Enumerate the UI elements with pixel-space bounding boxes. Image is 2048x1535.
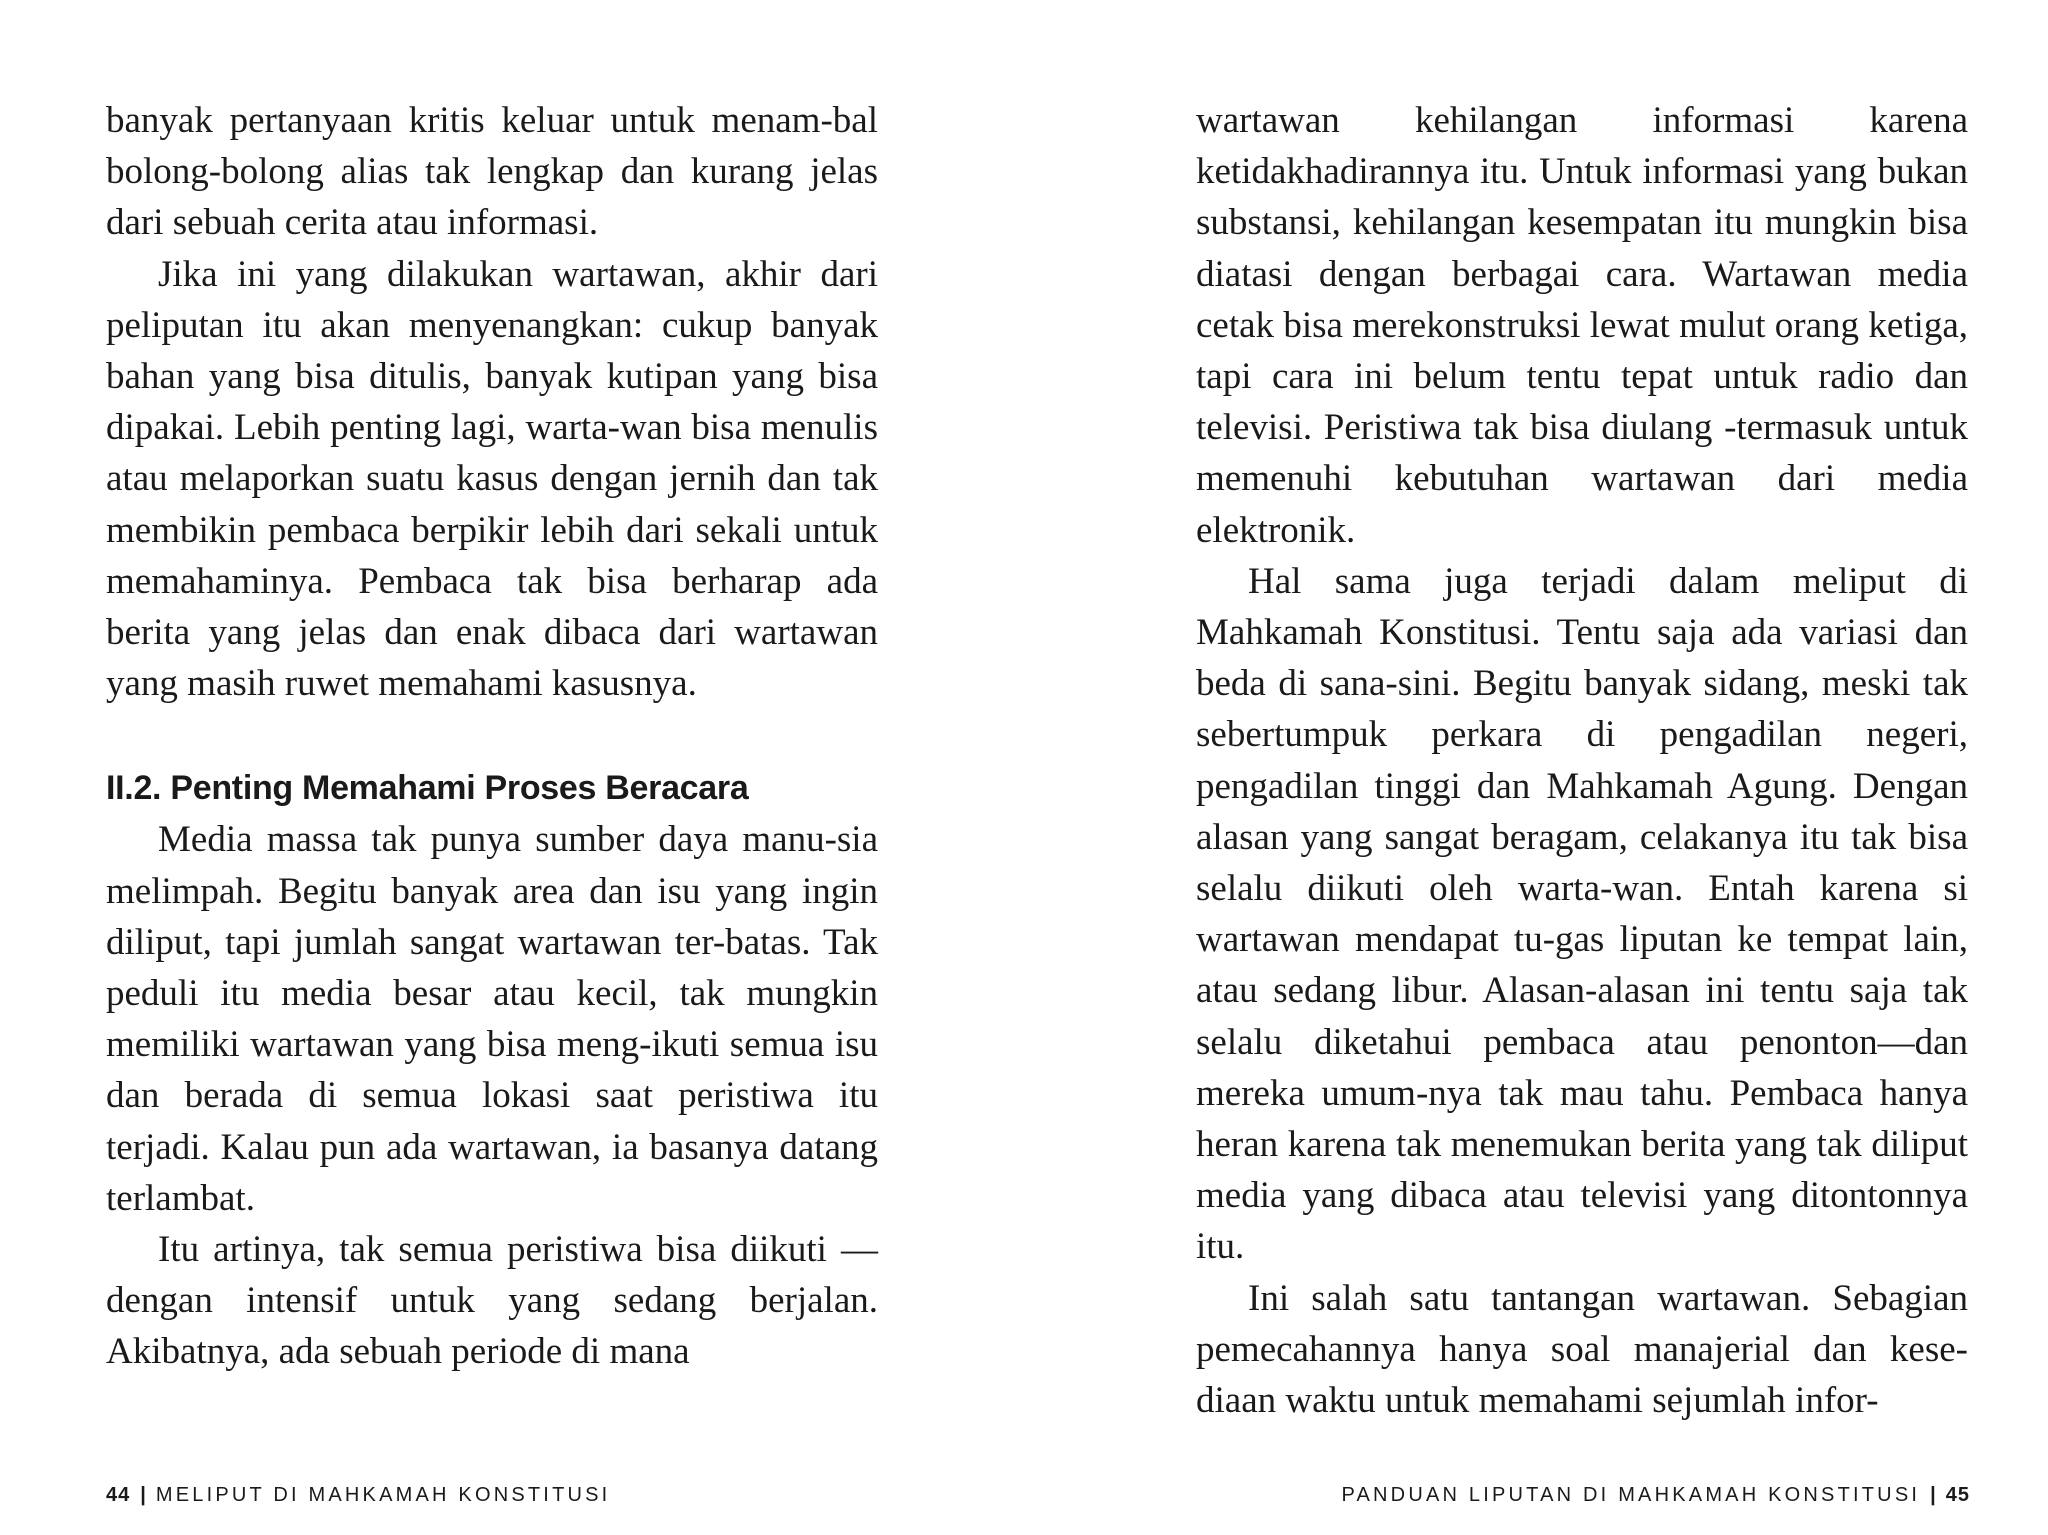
paragraph: Hal sama juga terjadi dalam meliput di Mahkamah Konstitusi. Tentu saja ada variasi dan beda di sana-sini. Begitu banyak sidang, meski tak sebertumpuk perkara di pengadilan negeri, pengadilan tinggi dan Mahkamah Agung. Dengan alasan yang sangat beragam, celakanya itu tak bisa selalu diikuti oleh warta-wan. Entah karena si wartawan mendapat tu-gas liputan ke tempat lain, atau sedang libur. Alasan-alasan ini tentu saja tak selalu diketahui pembaca atau penonton—dan mereka umum-nya tak mau tahu. Pembaca hanya heran karena tak menemukan berita yang tak diliput media yang dibaca atau televisi yang ditontonnya itu. xyxy=(1196,560,1968,1268)
running-title: MELIPUT DI MAHKAMAH KONSTITUSI xyxy=(155,1484,611,1506)
paragraph: Itu artinya, tak semua peristiwa bisa diikuti —dengan intensif untuk yang sedang berjalan. Akibatnya, ada sebuah periode di mana xyxy=(106,1229,878,1373)
paragraph: Jika ini yang dilakukan wartawan, akhir dari peliputan itu akan menyenangkan: cukup banyak bahan yang bisa ditulis, banyak kutipan yang bisa dipakai. Lebih penting lagi, warta-wan bisa menulis atau melaporkan suatu kasus dengan jernih dan tak membikin pembaca berpikir lebih dari sekali untuk memahaminya. Pembaca tak bisa berharap ada berita yang jelas dan enak dibaca dari wartawan yang masih ruwet memahami kasusnya. xyxy=(106,253,878,705)
section-heading: II.2. Penting Memahami Proses Beracara xyxy=(106,769,749,808)
left-footer xyxy=(106,1484,610,1507)
running-title: PANDUAN LIPUTAN DI MAHKAMAH KONSTITUSI xyxy=(1341,1484,1921,1506)
paragraph: banyak pertanyaan kritis keluar untuk menam-bal bolong-bolong alias tak lengkap dan kurang jelas dari sebuah cerita atau informasi. xyxy=(106,100,878,244)
right-footer xyxy=(1341,1484,1970,1507)
right-page xyxy=(1196,95,1968,1426)
paragraph: Ini salah satu tantangan wartawan. Sebagian pemecahannya hanya soal manajerial dan kese-diaan waktu untuk memahami sejumlah infor- xyxy=(1196,1277,1968,1422)
footer-separator: | xyxy=(140,1484,146,1506)
footer-separator: | xyxy=(1930,1484,1936,1506)
page-number: 44 xyxy=(106,1484,131,1506)
paragraph: wartawan kehilangan informasi karena ketidakhadirannya itu. Untuk informasi yang bukan substansi, kehilangan kesempatan itu mungkin bisa diatasi dengan berbagai cara. Wartawan media cetak bisa merekonstruksi lewat mulut orang ketiga, tapi cara ini belum tentu tepat untuk radio dan televisi. Peristiwa tak bisa diulang -termasuk untuk memenuhi kebutuhan wartawan dari media elektronik. xyxy=(1196,100,1968,551)
paragraph: Media massa tak punya sumber daya manu-sia melimpah. Begitu banyak area dan isu yang ingin diliput, tapi jumlah sangat wartawan ter-batas. Tak peduli itu media besar atau kecil, tak mungkin memiliki wartawan yang bisa meng-ikuti semua isu dan berada di semua lokasi saat peristiwa itu terjadi. Kalau pun ada wartawan, ia basanya datang terlambat. xyxy=(106,819,878,1219)
left-page xyxy=(106,95,878,1378)
page-number: 45 xyxy=(1945,1484,1970,1506)
